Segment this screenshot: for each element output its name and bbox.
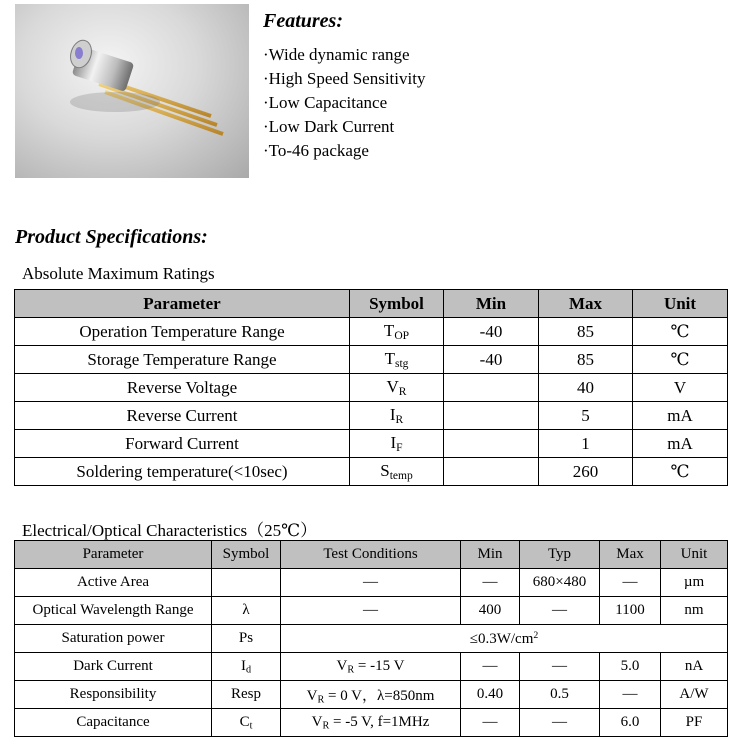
min-cell xyxy=(444,458,539,486)
header-max: Max xyxy=(600,541,661,569)
test-text: — xyxy=(363,573,378,590)
max-cell: 6.0 xyxy=(600,709,661,737)
test-pre: V xyxy=(336,657,348,674)
symbol-cell xyxy=(350,430,444,458)
min-cell: — xyxy=(461,653,520,681)
parameter-cell: Capacitance xyxy=(15,709,212,737)
max-cell: — xyxy=(600,569,661,597)
test-post: = -15 V xyxy=(354,657,405,674)
feature-item: ·Wide dynamic range xyxy=(263,45,410,64)
symbol-sub: R xyxy=(395,412,404,426)
parameter-cell: Operation Temperature Range xyxy=(15,318,350,346)
unit-cell: µm xyxy=(661,569,728,597)
electrical-optical-table xyxy=(14,540,728,737)
parameter-cell: Forward Current xyxy=(15,430,350,458)
feature-item: ·Low Dark Current xyxy=(263,117,395,136)
test-cell xyxy=(281,653,461,681)
symbol-sub: R xyxy=(398,384,407,398)
symbol-main: S xyxy=(380,461,390,481)
table-row xyxy=(15,374,728,402)
saturation-value-cell xyxy=(281,625,728,653)
table-row xyxy=(15,569,728,597)
table-row xyxy=(15,318,728,346)
test-post: = 0 V，λ=850nm xyxy=(324,687,435,704)
absolute-maximum-ratings-table xyxy=(14,289,728,486)
table-row xyxy=(15,346,728,374)
table-header-row xyxy=(15,541,728,569)
max-cell: 5.0 xyxy=(600,653,661,681)
test-pre: V xyxy=(306,687,318,704)
unit-cell: A/W xyxy=(661,681,728,709)
header-unit: Unit xyxy=(661,541,728,569)
parameter-cell: Storage Temperature Range xyxy=(15,346,350,374)
test-sub: R xyxy=(322,720,330,732)
header-typ: Typ xyxy=(520,541,600,569)
symbol-main: I xyxy=(390,433,397,453)
symbol-sub: F xyxy=(396,440,403,454)
max-cell: 85 xyxy=(539,346,633,374)
parameter-cell: Responsibility xyxy=(15,681,212,709)
min-cell xyxy=(444,374,539,402)
max-cell: 1100 xyxy=(600,597,661,625)
symbol-cell xyxy=(350,318,444,346)
symbol-main: λ xyxy=(242,601,250,618)
unit-cell: ℃ xyxy=(633,458,728,486)
symbol-sub: OP xyxy=(394,328,410,342)
symbol-main: C xyxy=(239,713,250,730)
symbol-cell xyxy=(212,653,281,681)
max-cell: — xyxy=(600,681,661,709)
symbol-main: T xyxy=(384,349,395,369)
parameter-cell: Soldering temperature(<10sec) xyxy=(15,458,350,486)
table-row-saturation xyxy=(15,625,728,653)
unit-cell: nA xyxy=(661,653,728,681)
parameter-cell: Active Area xyxy=(15,569,212,597)
min-cell: 400 xyxy=(461,597,520,625)
test-pre: V xyxy=(311,713,323,730)
header-parameter: Parameter xyxy=(15,290,350,318)
symbol-main: T xyxy=(383,321,395,341)
parameter-cell: Saturation power xyxy=(15,625,212,653)
test-post: = -5 V, f=1MHz xyxy=(329,713,430,730)
min-cell: — xyxy=(461,709,520,737)
unit-cell: nm xyxy=(661,597,728,625)
test-text: — xyxy=(363,601,378,618)
header-max: Max xyxy=(539,290,633,318)
features-section xyxy=(263,10,425,163)
header-symbol: Symbol xyxy=(350,290,444,318)
saturation-value: ≤0.3W/cm xyxy=(469,630,534,647)
test-sub: R xyxy=(347,664,355,676)
min-cell: -40 xyxy=(444,318,539,346)
header-parameter: Parameter xyxy=(15,541,212,569)
parameter-cell: Reverse Voltage xyxy=(15,374,350,402)
max-cell: 1 xyxy=(539,430,633,458)
min-cell: — xyxy=(461,569,520,597)
header-min: Min xyxy=(461,541,520,569)
table-row xyxy=(15,681,728,709)
product-photo xyxy=(15,4,249,178)
unit-cell: PF xyxy=(661,709,728,737)
table-row xyxy=(15,709,728,737)
test-cell xyxy=(281,681,461,709)
min-cell: -40 xyxy=(444,346,539,374)
table-row xyxy=(15,458,728,486)
symbol-main: V xyxy=(386,377,399,397)
parameter-cell: Reverse Current xyxy=(15,402,350,430)
unit-cell: mA xyxy=(633,402,728,430)
table-row xyxy=(15,402,728,430)
features-title: Features: xyxy=(263,10,343,32)
header-unit: Unit xyxy=(633,290,728,318)
test-cell xyxy=(281,597,461,625)
feature-item: ·High Speed Sensitivity xyxy=(263,69,426,88)
symbol-cell xyxy=(350,374,444,402)
min-cell xyxy=(444,402,539,430)
symbol-cell xyxy=(212,569,281,597)
header-symbol: Symbol xyxy=(212,541,281,569)
typ-cell: 0.5 xyxy=(520,681,600,709)
symbol-sub: d xyxy=(245,664,252,676)
unit-cell: mA xyxy=(633,430,728,458)
header-test-conditions: Test Conditions xyxy=(281,541,461,569)
symbol-cell xyxy=(350,458,444,486)
typ-cell: — xyxy=(520,709,600,737)
max-cell: 85 xyxy=(539,318,633,346)
symbol-main: Resp xyxy=(231,685,261,702)
max-cell: 260 xyxy=(539,458,633,486)
photodiode-illustration xyxy=(15,4,249,178)
symbol-main: I xyxy=(240,657,246,674)
symbol-main: I xyxy=(389,405,396,425)
elec-opt-title: Electrical/Optical Characteristics（25℃） xyxy=(22,521,318,540)
feature-item: ·To-46 package xyxy=(263,141,369,160)
table-row xyxy=(15,653,728,681)
product-specifications-title: Product Specifications: xyxy=(15,226,208,248)
typ-cell: 680×480 xyxy=(520,569,600,597)
feature-item: ·Low Capacitance xyxy=(263,93,388,112)
table-row xyxy=(15,430,728,458)
saturation-sup: 2 xyxy=(533,629,539,641)
unit-cell: V xyxy=(633,374,728,402)
symbol-cell xyxy=(350,402,444,430)
table-header-row xyxy=(15,290,728,318)
test-sub: R xyxy=(317,694,325,706)
min-cell xyxy=(444,430,539,458)
unit-cell: ℃ xyxy=(633,346,728,374)
symbol-cell xyxy=(212,709,281,737)
symbol-sub: temp xyxy=(389,468,413,482)
symbol-sub: stg xyxy=(394,356,409,370)
unit-cell: ℃ xyxy=(633,318,728,346)
symbol-cell xyxy=(212,681,281,709)
min-cell: 0.40 xyxy=(461,681,520,709)
symbol-sub: t xyxy=(249,720,253,732)
test-cell xyxy=(281,709,461,737)
header-min: Min xyxy=(444,290,539,318)
table-row xyxy=(15,597,728,625)
typ-cell: — xyxy=(520,597,600,625)
parameter-cell: Optical Wavelength Range xyxy=(15,597,212,625)
features-list xyxy=(263,43,425,163)
symbol-cell xyxy=(212,597,281,625)
max-cell: 40 xyxy=(539,374,633,402)
symbol-cell: Ps xyxy=(212,625,281,653)
typ-cell: — xyxy=(520,653,600,681)
symbol-cell xyxy=(350,346,444,374)
test-cell xyxy=(281,569,461,597)
abs-max-title: Absolute Maximum Ratings xyxy=(22,264,215,283)
parameter-cell: Dark Current xyxy=(15,653,212,681)
max-cell: 5 xyxy=(539,402,633,430)
